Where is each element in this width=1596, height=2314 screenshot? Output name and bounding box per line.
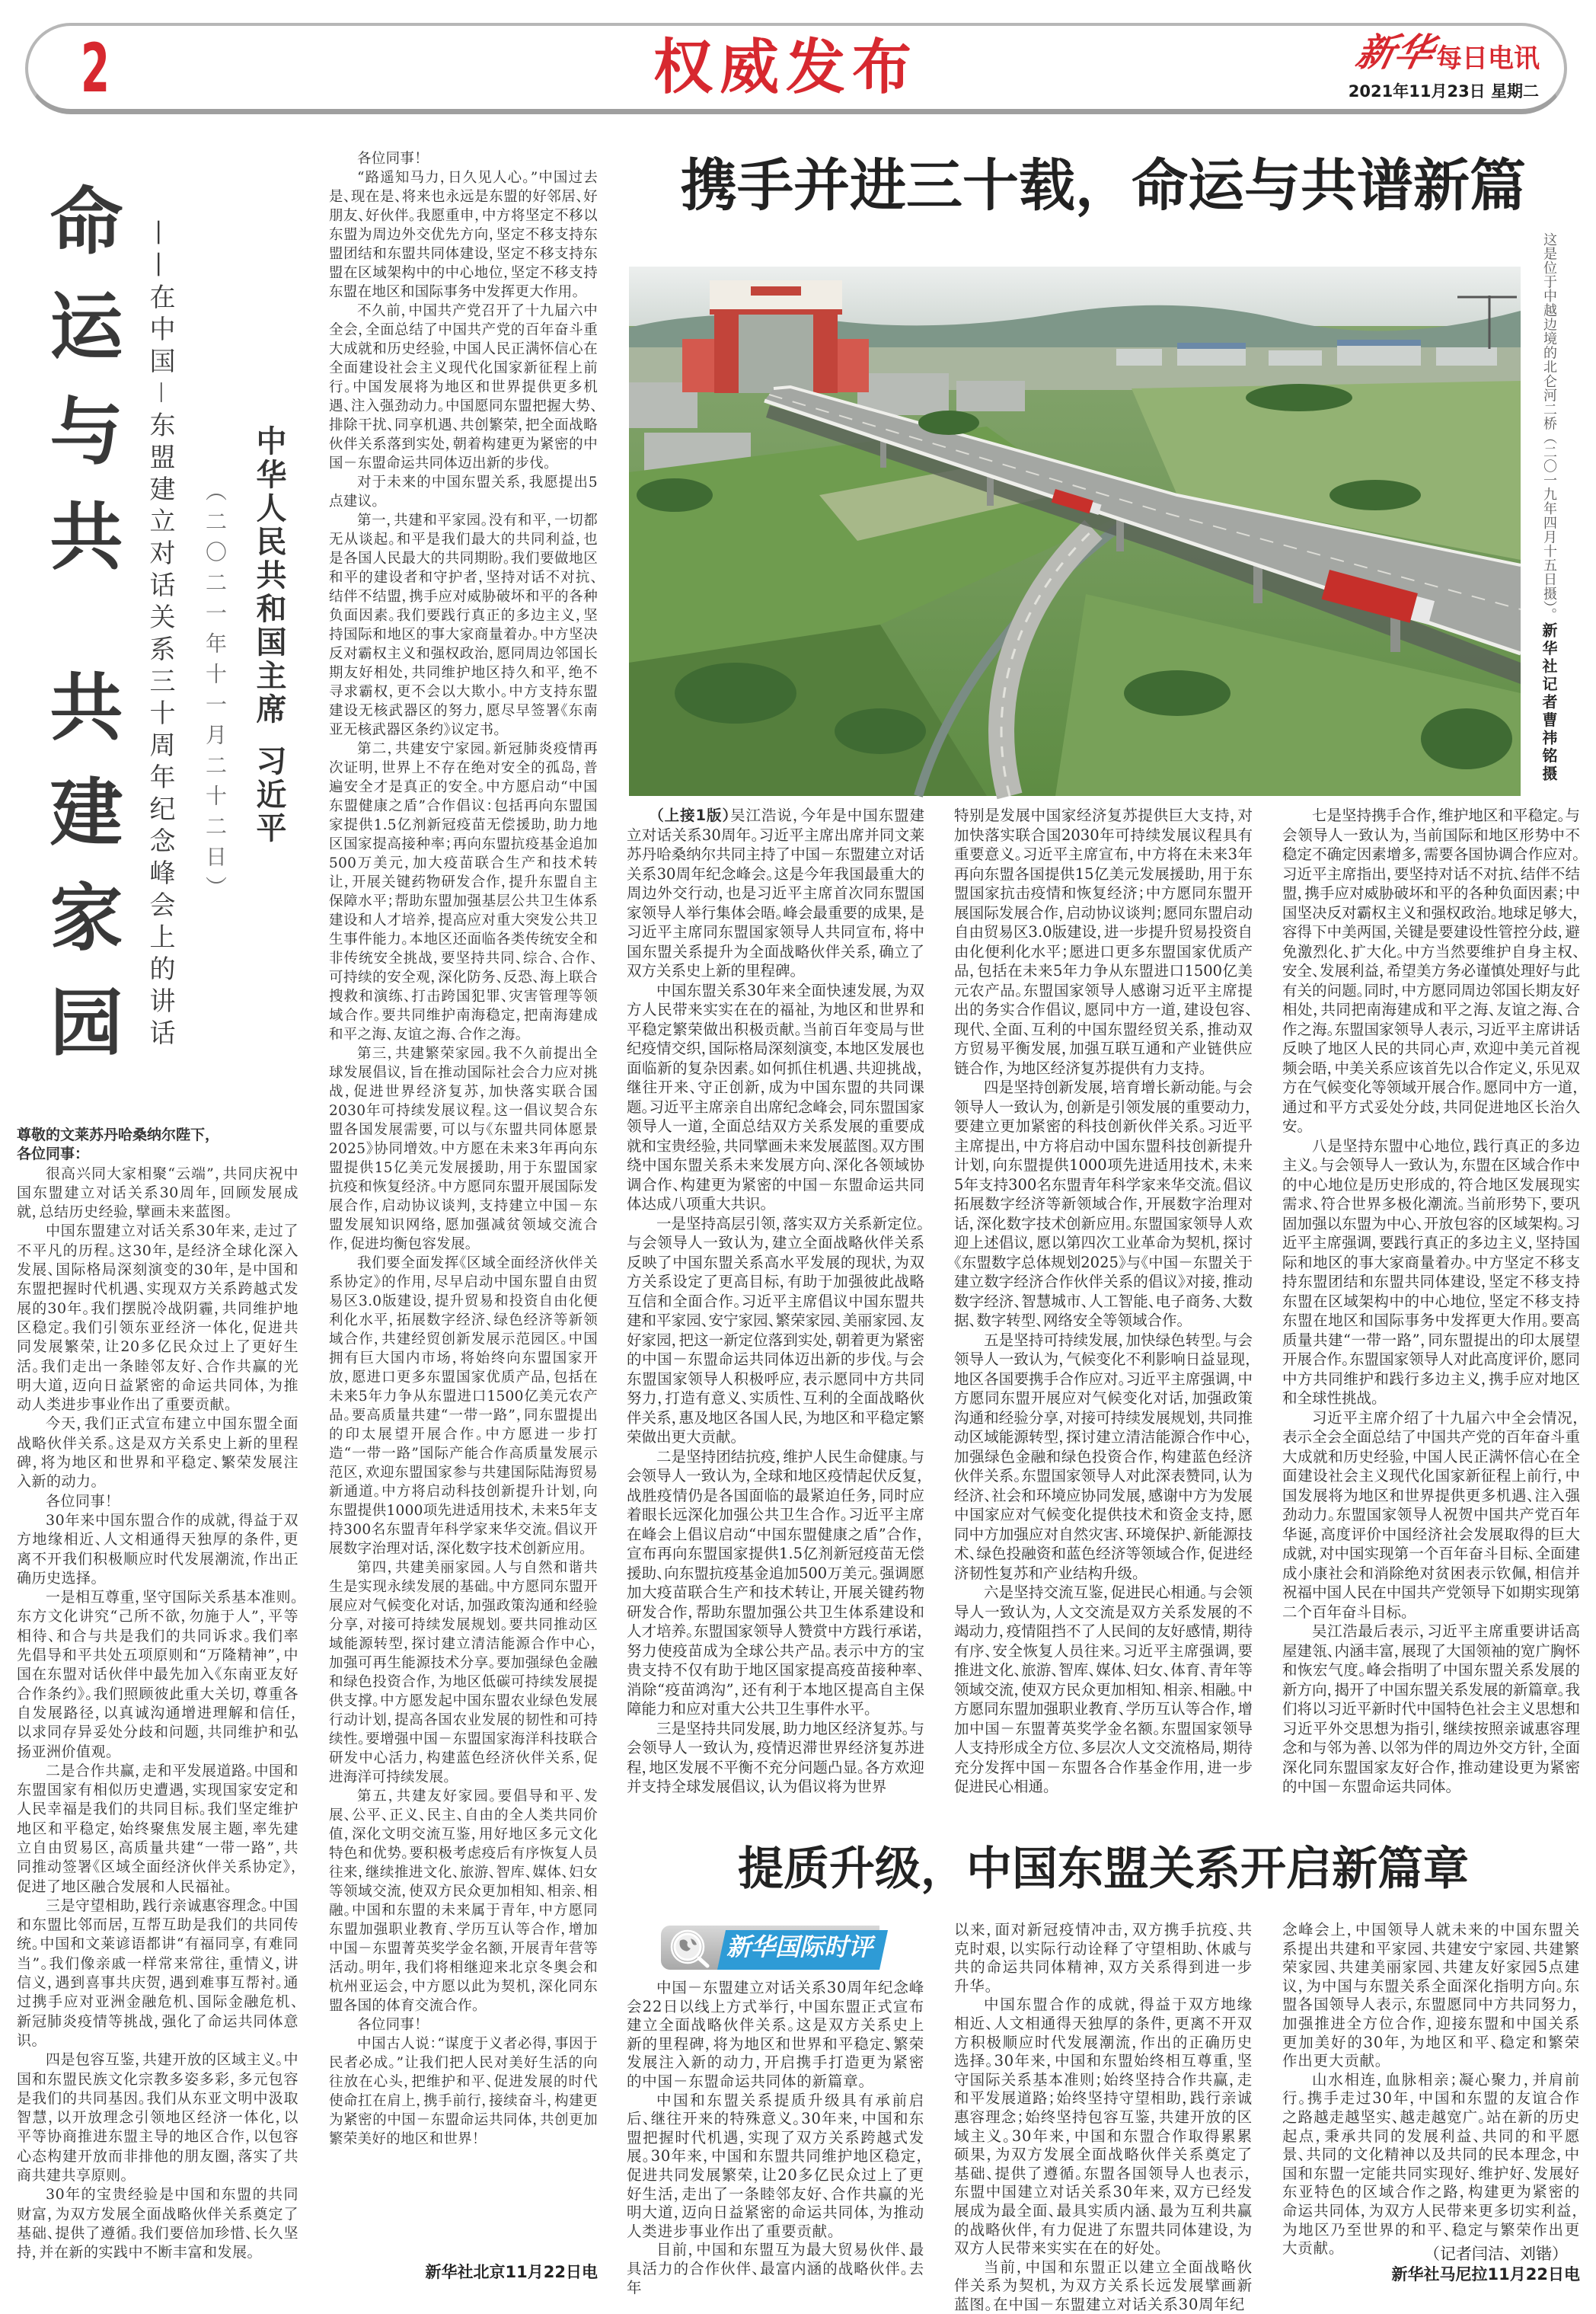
speech-paragraph: 对于未来的中国东盟关系，我愿提出5点建议。 <box>329 475 598 510</box>
speech-paragraph: “路遥知马力，日久见人心。”中国过去是、现在是、将来也永远是东盟的好邻居、好朋友、好伙伴。我愿重申，中方将坚定不移以东盟为周边外交优先方向，坚定不移支持东盟团结和东盟共同体建设，坚定不移支持东盟在区域架构中的中心地位，坚定不移支持东盟在地区和国际事务中发挥更大作用。 <box>329 170 598 300</box>
speech-title-part-2: 共建家园 <box>38 669 124 1089</box>
commentary-column-1 <box>627 1979 924 2296</box>
salutation-line: 各位同事： <box>17 1146 82 1163</box>
speech-subtitle: ——在中国－东盟建立对话关系三十周年纪念峰会上的讲话 <box>145 219 175 1051</box>
commentary-headline: 提质升级，中国东盟关系开启新篇章 <box>738 1843 1469 1896</box>
commentary-paragraph: 中国－东盟建立对话关系30周年纪念峰会22日以线上方式举行，中国东盟正式宣布建立全面战略伙伴关系。这是双方关系史上新的里程碑，将为地区和世界和平稳定、繁荣发展注入新的动力，开启携手打造更为紧密的中国－东盟命运共同体的新篇章。 <box>627 1979 924 2090</box>
commentary-paragraph: 中国东盟合作的成就，得益于双方地缘相近、人文相通得天独厚的条件，更离不开双方积极顺应时代发展潮流，作出的正确历史选择。30年来，中国和东盟始终相互尊重，坚守国际关系基本准则；始终坚持合作共赢，走和平发展道路；始终坚持守望相助，践行亲诚惠容理念；始终坚持包容互鉴，共建开放的区域主义。30年来，中国和东盟合作取得累累硕果，为双方发展全面战略伙伴关系奠定了基础、提供了遵循。东盟各国领导人也表示，东盟中国建立对话关系30年来，双方已经发展成为最全面、最具实质内涵、最为互利共赢的战略伙伴，有力促进了东盟共同体建设，为双方人民带来实实在在的好处。 <box>954 1996 1253 2258</box>
commentary-paragraph-continued: 以来，面对新冠疫情冲击，双方携手抗疫、共克时艰，以实际行动诠释了守望相助、休戚与共的命运共同体精神，双方关系得到进一步升华。 <box>954 1921 1253 1995</box>
speech-paragraph: 三是守望相助，践行亲诚惠容理念。中国和东盟比邻而居，互帮互助是我们的共同传统。中国和文莱谚语都讲“有福同享，有难同当”。我们像亲戚一样常来常往，重情义，讲信义，遇到喜事共庆贺，遇到难事互帮衬。通过携手应对亚洲金融危机、国际金融危机、新冠肺炎疫情等挑战，强化了命运共同体意识。 <box>17 1897 299 2049</box>
article-paragraph: 六是坚持交流互鉴，促进民心相通。与会领导人一致认为，人文交流是双方关系发展的不竭动力，疫情阻挡不了人民间的友好感情，期待有序、安全恢复人员往来。习近平主席强调，要推进文化、旅游、智库、媒体、妇女、体育、青年等领域交流，使双方民众更加相知、相亲、相融。中方愿同东盟加强职业教育、学历互认等合作，增加中国－东盟菁英奖学金名额。东盟国家领导人支持形成全方位、多层次人文交流格局，期待充分发挥中国－东盟各合作基金作用，进一步促进民心相通。 <box>954 1584 1253 1795</box>
photo-credit: 新华社记者曹祎铭摄 <box>1540 622 1558 784</box>
speech-paragraph: 第二，共建安宁家园。新冠肺炎疫情再次证明，世界上不存在绝对安全的孤岛，普遍安全才是真正的安全。中方愿启动“中国东盟健康之盾”合作倡议：包括再向东盟国家提供1.5亿剂新冠疫苗无偿援助，助力地区国家提高接种率；再向东盟抗疫基金追加500万美元，加大疫苗联合生产和技术转让，开展关键药物研发合作，提升东盟自主保障水平；帮助东盟加强基层公共卫生体系建设和人才培养，提高应对重大突发公共卫生事件能力。本地区还面临各类传统安全和非传统安全挑战，要坚持共同、综合、合作、可持续的安全观，深化防务、反恐、海上联合搜救和演练、打击跨国犯罪、灾害管理等领域合作。要共同维护南海稳定，把南海建成和平之海、友谊之海、合作之海。 <box>329 741 598 1043</box>
xinhua-commentary-logo <box>661 1926 879 1970</box>
bridge-photo-image <box>629 267 1521 796</box>
speech-paragraph: 我们要全面发挥《区域全面经济伙伴关系协定》的作用，尽早启动中国东盟自由贸易区3.0版建设，提升贸易和投资自由化便利化水平，拓展数字经济、绿色经济等新领域合作，共建经贸创新发展示范园区。中国拥有巨大国内市场，将始终向东盟国家开放，愿进口更多东盟国家优质产品，包括在未来5年力争从东盟进口1500亿美元农产品。要高质量共建“一带一路”，同东盟提出的印太展望开展合作。中方愿进一步打造“一带一路”国际产能合作高质量发展示范区，欢迎东盟国家参与共建国际陆海贸易新通道。中方将启动科技创新提升计划，向东盟提供1000项先进适用技术，未来5年支持300名东盟青年科学家来华交流。倡议开展数字治理对话，深化数字技术创新应用。 <box>329 1255 598 1557</box>
commentary-logo-text: 新华国际时评 <box>726 1932 873 1961</box>
speech-paragraph: 第四，共建美丽家园。人与自然和谐共生是实现永续发展的基础。中方愿同东盟开展应对气候变化对话，加强政策沟通和经验分享，对接可持续发展规划。要共同推动区域能源转型，探讨建立清洁能源合作中心，加强可再生能源技术分享。要加强绿色金融和绿色投资合作，为地区低碳可持续发展提供支撑。中方愿发起中国东盟农业绿色发展行动计划，提高各国农业发展的韧性和可持续性。要增强中国－东盟国家海洋科技联合研发中心活力，构建蓝色经济伙伴关系，促进海洋可持续发展。 <box>329 1560 598 1785</box>
speech-column-1 <box>17 1126 298 2288</box>
issue-date: 2021年11月23日 星期二 <box>1348 82 1539 101</box>
section-title: 权威发布 <box>653 33 919 102</box>
newspaper-logo-text: 每日电讯 <box>1436 43 1540 74</box>
article-paragraph: 二是坚持团结抗疫，维护人民生命健康。与会领导人一致认为，全球和地区疫情起伏反复，战胜疫情仍是各国面临的最紧迫任务，同时应着眼长远深化加强公共卫生合作。习近平主席在峰会上倡议启动“中国东盟健康之盾”合作，宣布再向东盟国家提供1.5亿剂新冠疫苗无偿援助、向东盟抗疫基金追加500万美元。强调愿加大疫苗联合生产和技术转让，开展关键药物研发合作，帮助东盟加强公共卫生体系建设和人才培养。东盟国家领导人赞赏中方践行承诺，努力使疫苗成为全球公共产品。表示中方的宝贵支持不仅有助于地区国家提高疫苗接种率、消除“疫苗鸿沟”，还有利于本地区提高自主保障能力和应对重大公共卫生事件水平。 <box>627 1447 924 1718</box>
article-paragraph: 八是坚持东盟中心地位，践行真正的多边主义。与会领导人一致认为，东盟在区域合作中的中心地位是历史形成的，符合地区发展现实需求、符合世界多极化潮流。当前形势下，要巩固加强以东盟为中心、开放包容的区域架构。习近平主席强调，要践行真正的多边主义，坚持国际和地区的事大家商量着办。中方坚定不移支持东盟团结和东盟共同体建设，坚定不移支持东盟在区域架构中的中心地位，坚定不移支持东盟在地区和国际事务中发挥更大作用。要高质量共建“一带一路”，同东盟提出的印太展望开展合作。东盟国家领导人对此高度评价，愿同中方共同维护和践行多边主义，携手应对地区和全球性挑战。 <box>1282 1136 1580 1407</box>
article-paragraph: 一是坚持高层引领，落实双方关系新定位。与会领导人一致认为，建立全面战略伙伴关系反映了中国东盟关系高水平发展的现状，为双方关系设定了更高目标，有助于加强彼此战略互信和全面合作。习近平主席倡议中国东盟共建和平家园、安宁家园、繁荣家园、美丽家园、友好家园，把这一新定位落到实处，朝着更为紧密的中国－东盟命运共同体迈出新的步伐。与会东盟国家领导人积极呼应，表示愿同中方共同努力，打造有意义、实质性、互利的全面战略伙伴关系，惠及地区各国人民，为地区和平稳定繁荣做出更大贡献。 <box>627 1214 924 1446</box>
commentary-paragraph: 目前，中国和东盟互为最大贸易伙伴、最具活力的合作伙伴、最富内涵的战略伙伴。去年 <box>627 2241 924 2296</box>
article-paragraph: 中国东盟关系30年来全面快速发展，为双方人民带来实实在在的福祉，为地区和世界和平稳定繁荣做出积极贡献。当前百年变局与世纪疫情交织，国际格局深刻演变，本地区发展也面临新的复杂因素。如何抓住机遇、共迎挑战，继往开来、守正创新，成为中国东盟的共同课题。习近平主席亲自出席纪念峰会，同东盟国家领导人一道，全面总结双方关系发展的重要成就和宝贵经验，共同擘画未来发展蓝图。双方围绕中国东盟关系未来发展方向、深化各领域协调合作、构建更为紧密的中国－东盟命运共同体达成八项重大共识。 <box>627 981 924 1213</box>
continuation-label: （上接1版） <box>656 807 731 824</box>
speech-paragraph: 一是相互尊重，坚守国际关系基本准则。东方文化讲究“己所不欲，勿施于人”，平等相待、和合与共是我们的共同诉求。我们率先倡导和平共处五项原则和“万隆精神”，中国在东盟对话伙伴中最先加入《东南亚友好合作条约》。我们照顾彼此重大关切，尊重各自发展路径，以真诚沟通增进理解和信任，以求同存异妥处分歧和问题，共同维护和弘扬亚洲价值观。 <box>17 1589 299 1760</box>
speech-paragraph: 第五，共建友好家园。要倡导和平、发展、公平、正义、民主、自由的全人类共同价值，深化文明交流互鉴，用好地区多元文化特色和优势。要积极考虑疫后有序恢复人员往来，继续推进文化、旅游、智库、媒体、妇女等领域交流，使双方民众更加相知、相亲、相融。中国和东盟的未来属于青年，中方愿同东盟加强职业教育、学历互认等合作，增加中国－东盟菁英奖学金名额，开展青年营等活动。明年，我们将相继迎来北京冬奥会和杭州亚运会，中方愿以此为契机，深化同东盟各国的体育交流合作。 <box>329 1788 598 2014</box>
speech-paragraph: 二是合作共赢，走和平发展道路。中国和东盟国家有相似历史遭遇，实现国家安定和人民幸福是我们的共同目标。我们坚定维护地区和平稳定，始终聚焦发展主题，率先建立自由贸易区，高质量共建“一带一路”，共同推动签署《区域全面经济伙伴关系协定》，促进了地区融合发展和人民福祉。 <box>17 1762 299 1895</box>
speech-paragraph: 各位同事！ <box>357 2017 422 2033</box>
speech-paragraph: 中国古人说：“谋度于义者必得，事因于民者必成。”让我们把人民对美好生活的向往放在心头，把维护和平、促进发展的时代使命扛在肩上，携手前行，接续奋斗，构建更为紧密的中国－东盟命运共同体，共创更加繁荣美好的地区和世界！ <box>329 2036 598 2147</box>
speaker-title: 中华人民共和国主席 <box>251 425 286 727</box>
speech-date: （二〇二一年十一月二十二日） <box>203 480 228 906</box>
article-column-1 <box>627 806 924 1800</box>
speech-paragraph: 第一，共建和平家园。没有和平，一切都无从谈起。和平是我们最大的共同利益，也是各国人民最大的共同期盼。我们要做地区和平的建设者和守护者，坚持对话不对抗、结伴不结盟，携手应对威胁破坏和平的各种负面因素。我们要践行真正的多边主义，坚持国际和地区的事大家商量着办。中方坚决反对霸权主义和强权政治，愿同周边邻国长期友好相处，共同维护地区持久和平，绝不寻求霸权，更不会以大欺小。中方支持东盟建设无核武器区的努力，愿尽早签署《东南亚无核武器区条约》议定书。 <box>329 513 598 738</box>
speech-paragraph: 不久前，中国共产党召开了十九届六中全会，全面总结了中国共产党的百年奋斗重大成就和历史经验，中国人民正满怀信心在全面建设社会主义现代化国家新征程上前行。中国发展将为地区和世界提供更多机遇、注入强劲动力。中国愿同东盟把握大势、排除干扰、同享机遇、共创繁荣，把全面战略伙伴关系落到实处，朝着构建更为紧密的中国－东盟命运共同体迈出新的步伐。 <box>329 303 598 471</box>
commentary-paragraph: 中国和东盟关系提质升级具有承前启后、继往开来的特殊意义。30年来，中国和东盟把握时代机遇，实现了双方关系跨越式发展。30年来，中国和东盟共同维护地区稳定，促进共同发展繁荣，让20多亿民众过上了更好生活，走出了一条睦邻友好、合作共赢的光明大道，迈向日益紧密的命运共同体，为推动人类进步事业作出了重要贡献。 <box>627 2091 924 2240</box>
article-column-2 <box>954 806 1253 1800</box>
commentary-dateline: 新华社马尼拉11月22日电 <box>1391 2265 1580 2284</box>
article-paragraph: 三是坚持共同发展，助力地区经济复苏。与会领导人一致认为，疫情迟滞世界经济复苏进程，地区发展不平衡不充分问题凸显。各方欢迎并支持全球发展倡议，认为倡议将为世界 <box>627 1719 924 1795</box>
article-paragraph: 五是坚持可持续发展，加快绿色转型。与会领导人一致认为，气候变化不利影响日益显现，地区各国要携手合作应对。习近平主席强调，中方愿同东盟开展应对气候变化对话，加强政策沟通和经验分享，对接可持续发展规划，共同推动区域能源转型，探讨建立清洁能源合作中心，加强绿色金融和绿色投资合作，构建蓝色经济伙伴关系。东盟国家领导人对此深表赞同，认为经济、社会和环境应协同发展，感谢中方为发展中国家应对气候变化提供技术和资金支持，愿同中方加强应对自然灾害、环境保护、新能源技术、绿色投融资和蓝色经济等领域合作，促进经济韧性复苏和产业结构升级。 <box>954 1331 1253 1582</box>
bridge-photo <box>629 267 1521 796</box>
commentary-paragraph: 当前，中国和东盟正以建立全面战略伙伴关系为契机，为双方关系长远发展擘画新蓝图。在中国－东盟建立对话关系30周年纪 <box>954 2258 1253 2313</box>
article-column-3 <box>1282 806 1580 1800</box>
speech-paragraph: 各位同事！ <box>46 1492 113 1510</box>
speech-paragraph: 四是包容互鉴，共建开放的区域主义。中国和东盟民族文化宗教多姿多彩，多元包容是我们的共同基因。我们从东亚文明中汲取智慧，以开放理念引领地区经济一体化，以平等协商推进东盟主导的地区合作，以包容心态构建开放而非排他的朋友圈，落实了共商共建共享原则。 <box>17 2051 299 2185</box>
article-paragraph: 习近平主席介绍了十九届六中全会情况，表示全会全面总结了中国共产党的百年奋斗重大成就和历史经验，中国人民正满怀信心在全面建设社会主义现代化国家新征程上前行，中国发展将为地区和世界提供更多机遇、注入强劲动力。东盟国家领导人祝贺中国共产党百年华诞，高度评价中国经济社会发展取得的巨大成就，对中国实现第一个百年奋斗目标、全面建成小康社会和消除绝对贫困表示钦佩，相信并祝福中国人民在中国共产党领导下如期实现第二个百年奋斗目标。 <box>1282 1408 1580 1621</box>
speech-title-part-1: 命运与共 <box>38 183 124 603</box>
photo-caption <box>1541 232 1556 783</box>
article-paragraph: 四是坚持创新发展，培育增长新动能。与会领导人一致认为，创新是引领发展的重要动力，要建立更加紧密的科技创新伙伴关系。习近平主席提出，中方将启动中国东盟科技创新提升计划，向东盟提供1000项先进适用技术，未来5年支持300名东盟青年科学家来华交流。倡议拓展数字经济等新领域合作，开展数字治理对话，深化数字技术创新应用。东盟国家领导人欢迎上述倡议，愿以第四次工业革命为契机，探讨《东盟数字总体规划2025》与《中国－东盟关于建立数字经济合作伙伴关系的倡议》对接，推动数字经济、智慧城市、人工智能、电子商务、大数据、数字转型、网络安全等领域合作。 <box>954 1079 1253 1329</box>
commentary-paragraph-continued: 念峰会上，中国领导人就未来的中国东盟关系提出共建和平家园、共建安宁家园、共建繁荣家园、共建美丽家园、共建友好家园5点建议，为中国与东盟关系全面深化指明方向。东盟各国领导人表示，东盟愿同中方共同努力，加强推进全方位合作，迎接东盟和中国关系更加美好的30年，为地区和平、稳定和繁荣作出更大贡献。 <box>1282 1921 1580 2070</box>
speech-paragraph: 第三，共建繁荣家园。我不久前提出全球发展倡议，旨在推动国际社会合力应对挑战，促进世界经济复苏，加快落实联合国2030年可持续发展议程。这一倡议契合东盟各国发展需要，可以与《东盟共同体愿景2025》协同增效。中方愿在未来3年再向东盟提供15亿美元发展援助，用于东盟国家抗疫和恢复经济。中方愿同东盟开展国际发展合作，启动协议谈判，支持建立中国－东盟发展知识网络，愿加强减贫领域交流合作，促进均衡包容发展。 <box>329 1046 598 1252</box>
globe-magnifier-icon <box>667 1929 714 1967</box>
page-number: 2 <box>81 29 110 107</box>
article-paragraph: 七是坚持携手合作，维护地区和平稳定。与会领导人一致认为，当前国际和地区形势中不稳定不确定因素增多，需要各国协调合作应对。习近平主席指出，要坚持对话不对抗、结伴不结盟，携手应对威胁破坏和平的各种负面因素；中国坚决反对霸权主义和强权政治。地球足够大，容得下中美两国，关键是要建设性管控分歧，避免激烈化、扩大化。中方当然要维护自身主权、安全、发展利益，希望美方务必谨慎处理好与此有关的问题。同时，中方愿同周边邻国长期友好相处，共同把南海建成和平之海、友谊之海、合作之海。东盟国家领导人表示，习近平主席讲话反映了地区人民的共同心声，欢迎中美元首视频会晤，中美关系应该首先以合作定义，乐见双方在气候变化等领域开展合作。愿同中方一道，通过和平方式妥处分歧，共同促进地区长治久安。 <box>1282 807 1580 1135</box>
article-paragraph-continued: 特别是发展中国家经济复苏提供巨大支持，对加快落实联合国2030年可持续发展议程具有重要意义。习近平主席宣布，中方将在未来3年再向东盟各国提供15亿美元发展援助，用于东盟国家抗击疫情和恢复经济；中方愿同东盟开展国际发展合作，启动协议谈判；愿同东盟启动自由贸易区3.0版建设，进一步提升贸易投资自由化便利化水平；愿进口更多东盟国家优质产品，包括在未来5年力争从东盟进口1500亿美元农产品。东盟国家领导人感谢习近平主席提出的务实合作倡议，愿同中方一道，建设包容、现代、全面、互利的中国东盟经贸关系，推动双方贸易平衡发展，加强互联互通和产业链供应链合作，为地区经济复苏提供有力支持。 <box>954 807 1253 1077</box>
speech-paragraph: 30年的宝贵经验是中国和东盟的共同财富，为双方发展全面战略伙伴关系奠定了基础、提供了遵循。我们要倍加珍惜、长久坚持，并在新的实践中不断丰富和发展。 <box>17 2186 298 2261</box>
speech-paragraph: 今天，我们正式宣布建立中国东盟全面战略伙伴关系。这是双方关系史上新的里程碑，将为地区和世界和平稳定、繁荣发展注入新的动力。 <box>17 1415 298 1491</box>
speaker-name: 习近平 <box>251 745 286 845</box>
salutation-line: 尊敬的文莱苏丹哈桑纳尔陛下， <box>17 1127 212 1143</box>
photo-caption-text: 这是位于中越边境的北仑河二桥（二〇一九年四月十五日摄）。 <box>1541 232 1557 622</box>
article-paragraph-text: 吴江浩说，今年是中国东盟建立对话关系30周年。习近平主席出席并同文莱苏丹哈桑纳尔共同主持了中国－东盟建立对话关系30周年纪念峰会。这是今年我国最重大的周边外交行动，也是习近平主席首次同东盟国家领导人举行集体会晤。峰会最重要的成果，是习近平主席同东盟国家领导人共同宣布，将中国东盟关系提升为全面战略伙伴关系，确立了双方关系史上新的里程碑。 <box>627 807 924 980</box>
article-paragraph <box>627 806 924 981</box>
speech-column-2 <box>329 149 598 2261</box>
speech-paragraph: 30年来中国东盟合作的成就，得益于双方地缘相近、人文相通得天独厚的条件，更离不开我们积极顺应时代发展潮流，作出正确历史选择。 <box>17 1511 298 1587</box>
speech-paragraph: 各位同事！ <box>357 151 422 167</box>
commentary-reporters: （记者闫洁、刘锴） <box>1424 2245 1568 2263</box>
article-paragraph: 吴江浩最后表示，习近平主席重要讲话高屋建瓴、内涵丰富，展现了大国领袖的宽广胸怀和恢宏气度。峰会指明了中国东盟关系发展的新方向，揭开了中国东盟关系发展的新篇章。我们将以习近平新时代中国特色社会主义思想和习近平外交思想为指引，继续按照亲诚惠容理念和与邻为善、以邻为伴的周边外交方针，全面深化同东盟国家友好合作，推动建设更为紧密的中国－东盟命运共同体。 <box>1282 1622 1580 1795</box>
newspaper-logo-script: 新华 <box>1352 30 1438 75</box>
commentary-column-2 <box>954 1921 1253 2313</box>
commentary-paragraph: 山水相连，血脉相亲；凝心聚力，并肩前行。携手走过30年，中国和东盟的友谊合作之路越走越坚实、越走越宽广。站在新的历史起点，秉承共同的发展利益、共同的和平愿景、共同的文化精神以及共同的民本理念，中国和东盟一定能共同实现好、维护好、发展好东亚特色的区域合作之路，构建更为紧密的命运共同体，为双方人民带来更多切实利益，为地区乃至世界的和平、稳定与繁荣作出更大贡献。 <box>1282 2070 1580 2258</box>
speech-paragraph: 中国东盟建立对话关系30年来，走过了不平凡的历程。这30年，是经济全球化深入发展、国际格局深刻演变的30年，是中国和东盟把握时代机遇、实现双方关系跨越式发展的30年。我们摆脱冷战阴霾，共同维护地区稳定。我们引领东亚经济一体化，促进共同发展繁荣，让20多亿民众过上了更好生活。我们走出一条睦邻友好、合作共赢的光明大道，迈向日益紧密的命运共同体，为推动人类进步事业作出了重要贡献。 <box>17 1223 298 1414</box>
speech-dateline: 新华社北京11月22日电 <box>425 2263 598 2281</box>
speech-paragraph: 很高兴同大家相聚“云端”，共同庆祝中国东盟建立对话关系30周年，回顾发展成就，总结历史经验，擘画未来蓝图。 <box>17 1165 298 1221</box>
article-headline: 携手并进三十载，命运与共谱新篇 <box>681 153 1526 219</box>
